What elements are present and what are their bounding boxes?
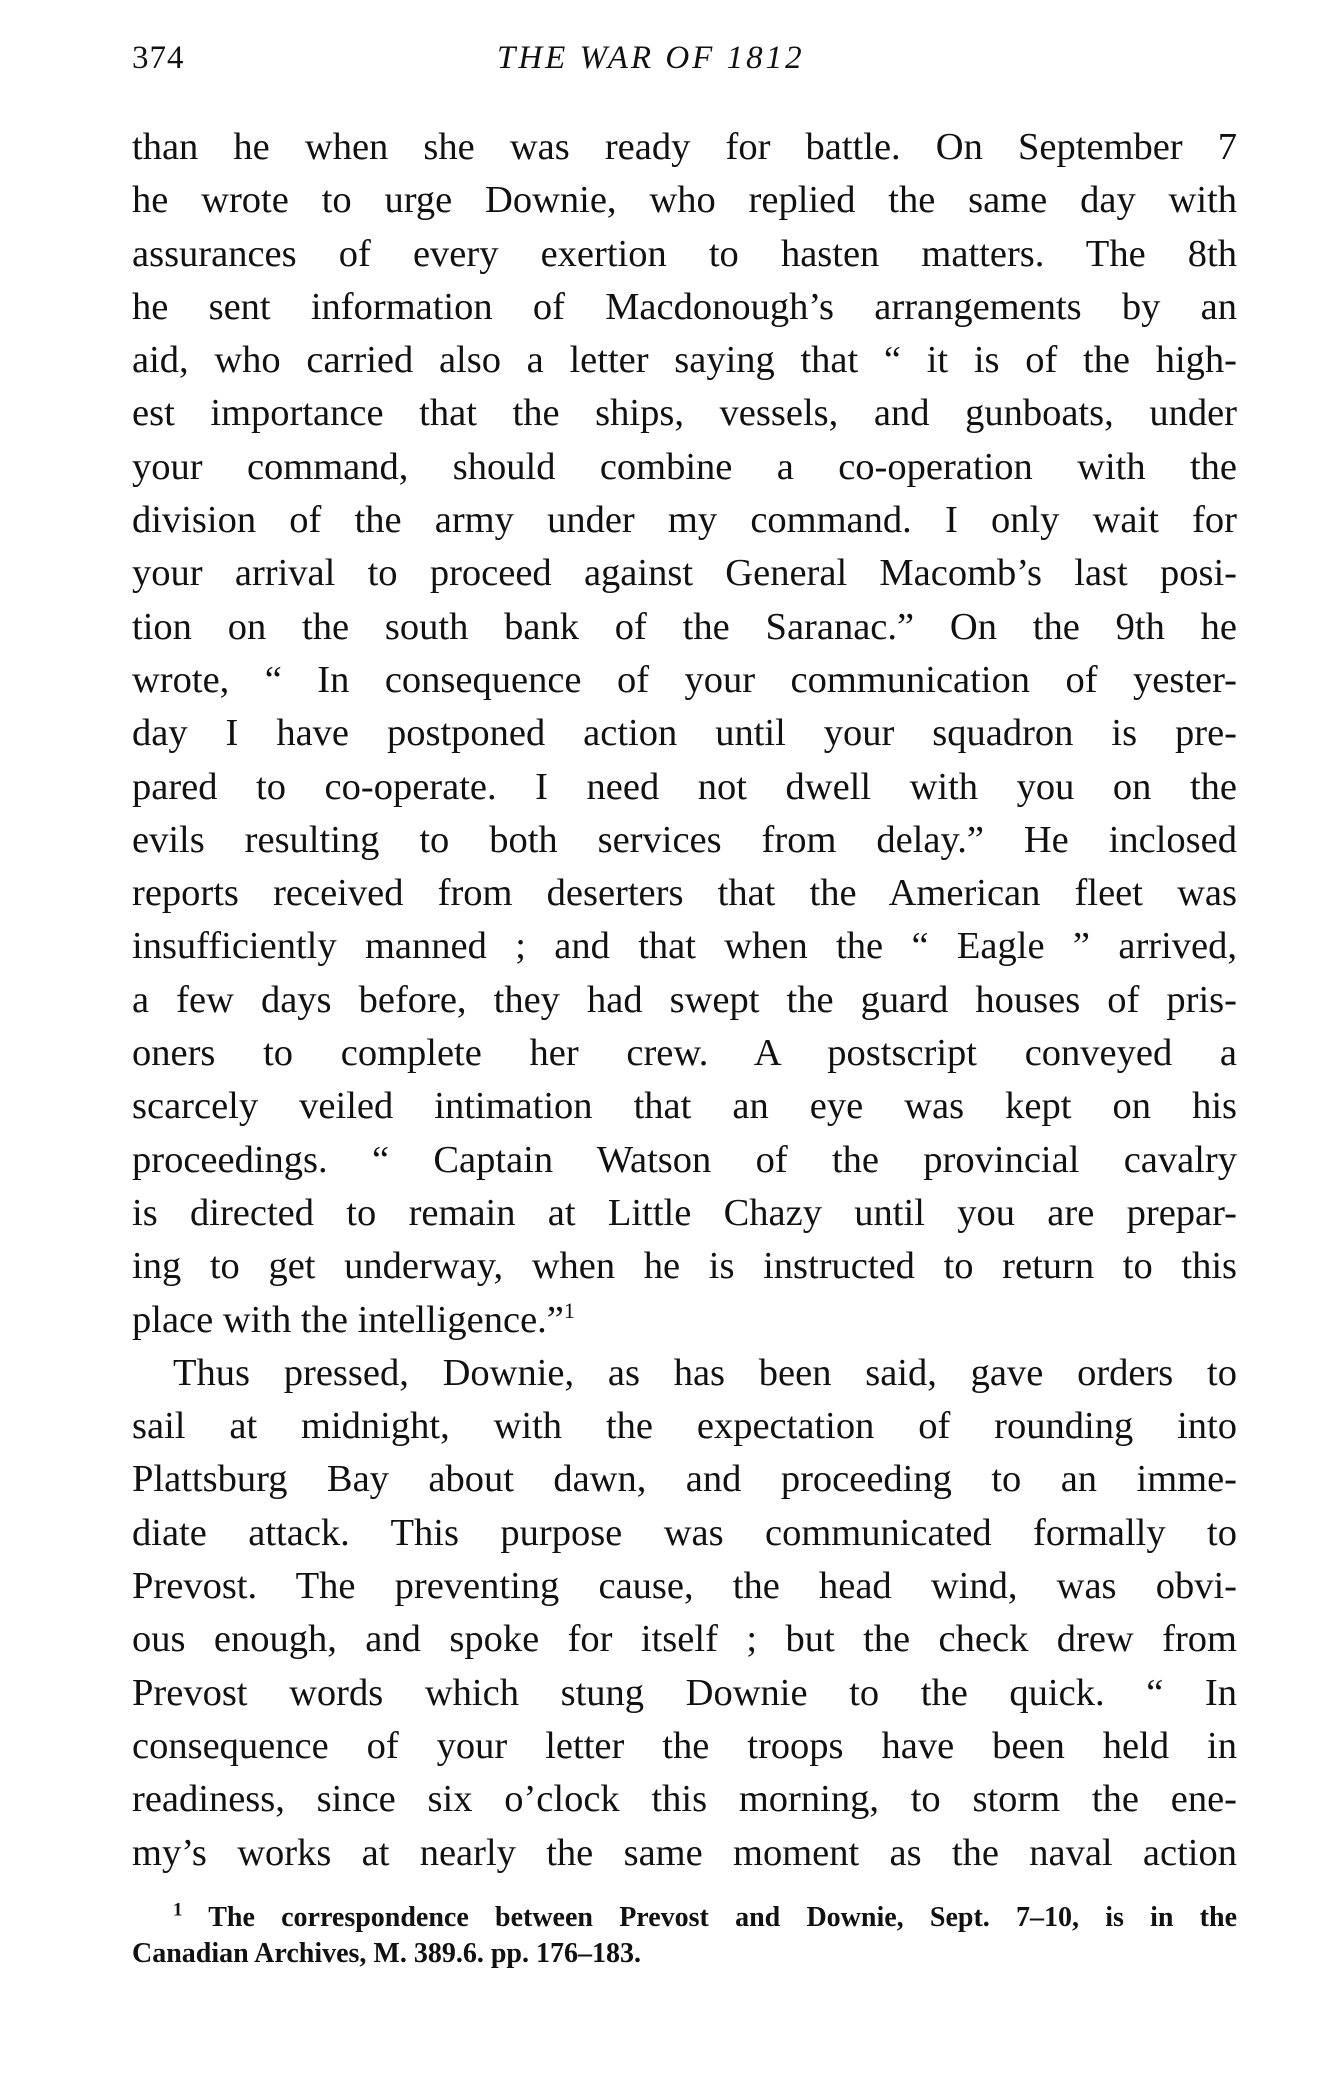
text-line: readiness, since six o’clock this morning, to storm the ene- xyxy=(132,1778,1237,1821)
text-line: consequence of your letter the troops have been held in xyxy=(132,1724,1237,1767)
text-line: ous enough, and spoke for itself ; but the check drew from xyxy=(132,1618,1237,1661)
text-line: est importance that the ships, vessels, and gunboats, under xyxy=(132,392,1237,435)
paragraph-start-line: Thus pressed, Downie, as has been said, gave orders to xyxy=(173,1351,1237,1394)
text-line: evils resulting to both services from delay.” He inclosed xyxy=(132,818,1237,861)
text-line: my’s works at nearly the same moment as the naval action xyxy=(132,1831,1237,1874)
running-title: THE WAR OF 1812 xyxy=(497,40,805,76)
text-line: a few days before, they had swept the guard houses of pris- xyxy=(132,978,1237,1021)
text-line: your command, should combine a co-operation with the xyxy=(132,445,1237,488)
text-line: assurances of every exertion to hasten matters. The 8th xyxy=(132,232,1237,275)
text-line: than he when she was ready for battle. On September 7 xyxy=(132,126,1237,168)
text-line: tion on the south bank of the Saranac.” On the 9th he xyxy=(132,605,1237,648)
page-number: 374 xyxy=(132,40,185,76)
footnote-reference[interactable]: 1 xyxy=(563,1297,575,1323)
text-line: reports received from deserters that the American fleet was xyxy=(132,872,1237,915)
text-line: Plattsburg Bay about dawn, and proceeding to an imme- xyxy=(132,1458,1237,1501)
text-line: wrote, “ In consequence of your communication of yester- xyxy=(132,658,1237,701)
text-line: he sent information of Macdonough’s arrangements by an xyxy=(132,285,1237,328)
text-line: day I have postponed action until your squadron is pre- xyxy=(132,712,1237,755)
body-text xyxy=(132,121,1237,1880)
text-line: scarcely veiled intimation that an eye was kept on his xyxy=(132,1085,1237,1128)
text-line: place with the intelligence.” xyxy=(132,1298,564,1341)
text-line: your arrival to proceed against General Macomb’s last posi- xyxy=(132,552,1237,595)
text-line: Prevost words which stung Downie to the quick. “ In xyxy=(132,1671,1237,1714)
text-line: aid, who carried also a letter saying that “ it is of the high- xyxy=(132,339,1237,382)
footnote-marker: 1 xyxy=(173,1899,183,1921)
footnote-text: The correspondence between Prevost and Downie, Sept. 7–10, is in the xyxy=(208,1902,1238,1933)
footnote xyxy=(132,1900,1237,1972)
page-header xyxy=(132,40,1239,90)
paragraph-end-line xyxy=(132,1294,1237,1347)
footnote-line xyxy=(132,1900,1237,1936)
text-line: insufficiently manned ; and that when the “ Eagle ” arrived, xyxy=(132,925,1237,968)
footnote-line: Canadian Archives, M. 389.6. pp. 176–183. xyxy=(132,1938,641,1969)
text-line: oners to complete her crew. A postscript conveyed a xyxy=(132,1032,1237,1075)
text-line: he wrote to urge Downie, who replied the same day with xyxy=(132,179,1237,222)
text-line: ing to get underway, when he is instructed to return to this xyxy=(132,1245,1237,1288)
text-line: proceedings. “ Captain Watson of the provincial cavalry xyxy=(132,1138,1237,1181)
text-line: is directed to remain at Little Chazy until you are prepar- xyxy=(132,1191,1237,1234)
text-line: division of the army under my command. I only wait for xyxy=(132,499,1237,542)
text-line: sail at midnight, with the expectation of rounding into xyxy=(132,1405,1237,1448)
text-line: diate attack. This purpose was communicated formally to xyxy=(132,1511,1237,1554)
text-line: pared to co-operate. I need not dwell with you on the xyxy=(132,765,1237,808)
text-line: Prevost. The preventing cause, the head wind, was obvi- xyxy=(132,1565,1237,1608)
